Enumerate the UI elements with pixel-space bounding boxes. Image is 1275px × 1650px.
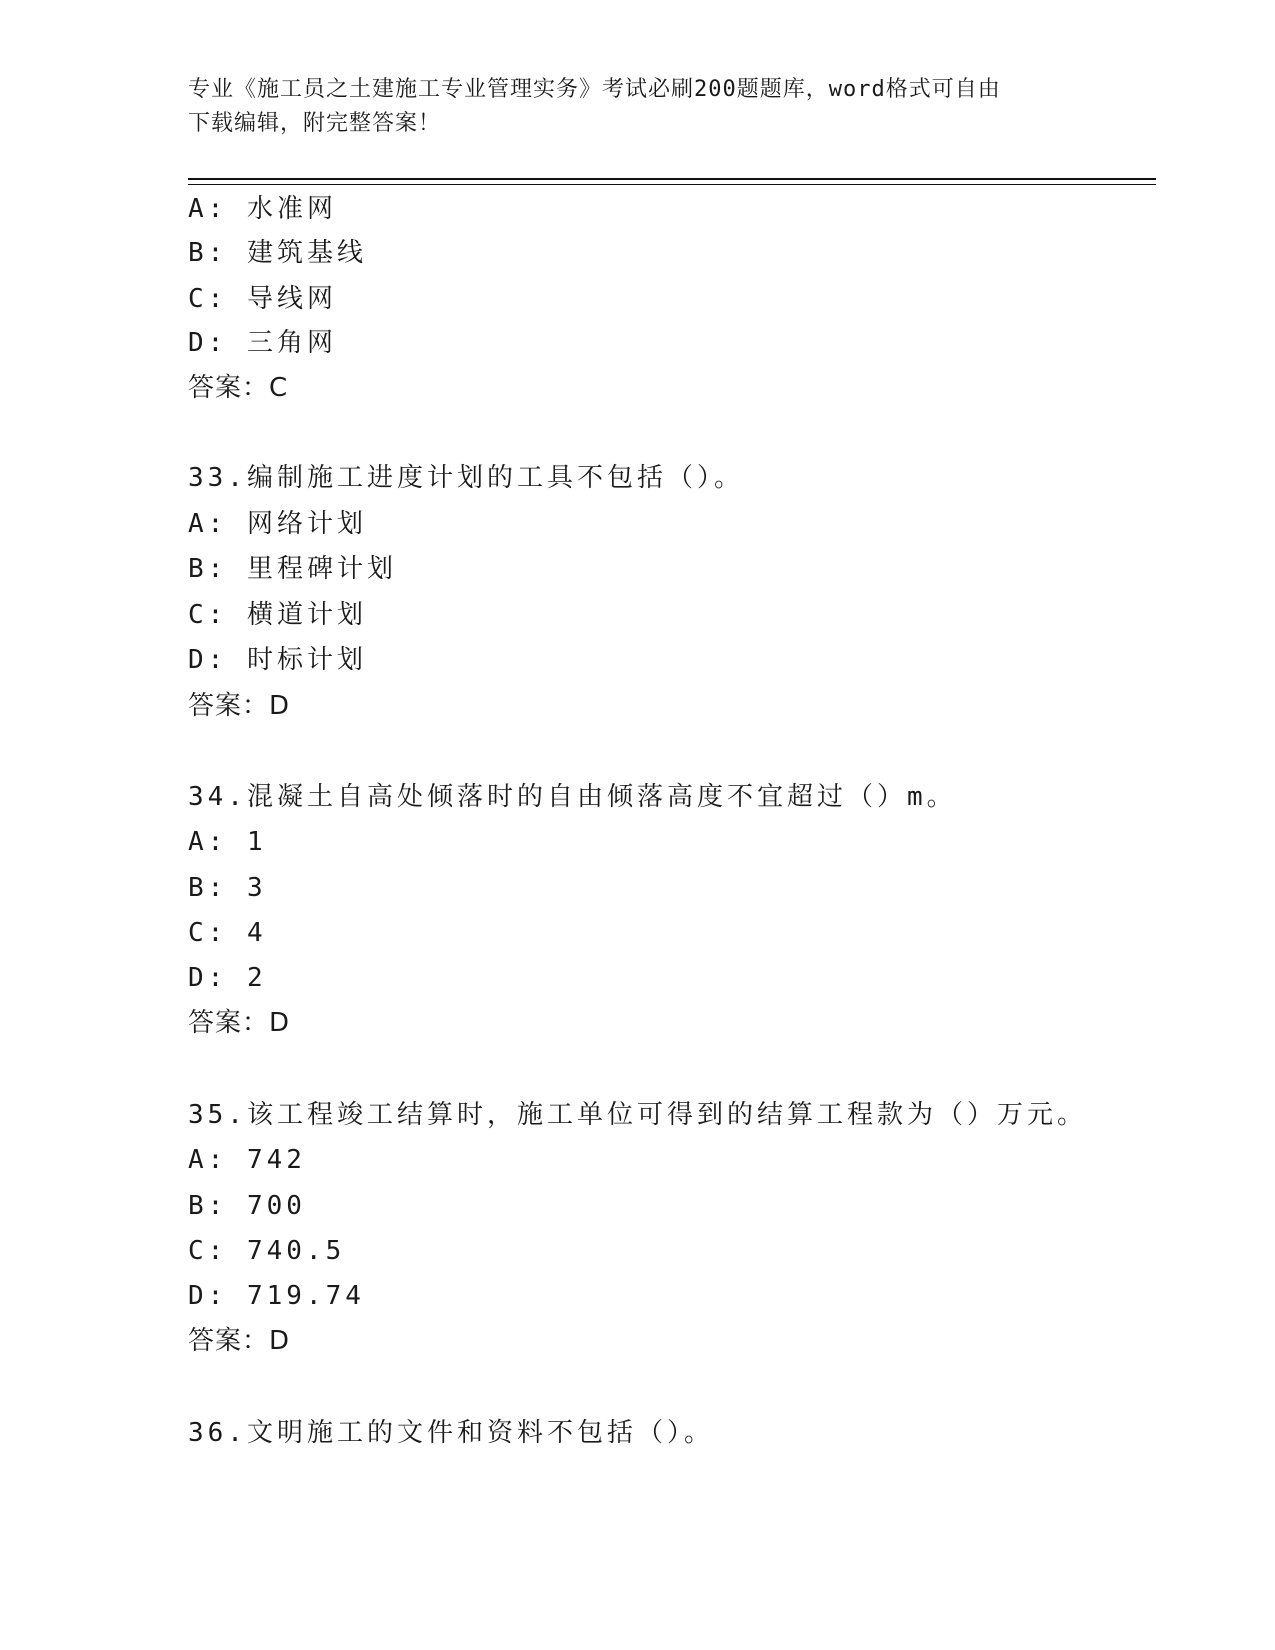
document-header — [188, 73, 1088, 141]
q33-question: 33.编制施工进度计划的工具不包括（）。 — [188, 463, 744, 493]
q32-answer: 答案：C — [188, 373, 289, 403]
q32-option-c: C: 导线网 — [188, 284, 337, 314]
q33-option-d: D: 时标计划 — [188, 645, 367, 675]
q32-option-d: D: 三角网 — [188, 328, 337, 358]
header-divider-thin — [188, 184, 1156, 185]
q32-option-a: A: 水准网 — [188, 194, 337, 224]
q35-option-c: C: 740.5 — [188, 1236, 346, 1266]
header-divider-thick — [188, 178, 1156, 180]
q34-question: 34.混凝土自高处倾落时的自由倾落高度不宜超过（）m。 — [188, 782, 957, 812]
q35-option-d: D: 719.74 — [188, 1281, 365, 1311]
q34-option-b: B: 3 — [188, 873, 267, 903]
q35-answer: 答案：D — [188, 1326, 291, 1356]
q32-option-b: B: 建筑基线 — [188, 238, 367, 268]
q34-option-a: A: 1 — [188, 827, 267, 857]
header-title-line-2: 下载编辑，附完整答案！ — [188, 111, 442, 136]
q35-option-a: A: 742 — [188, 1145, 306, 1175]
q35-option-b: B: 700 — [188, 1191, 306, 1221]
q33-option-b: B: 里程碑计划 — [188, 554, 397, 584]
q34-option-d: D: 2 — [188, 963, 267, 993]
q36-question: 36.文明施工的文件和资料不包括（）。 — [188, 1418, 714, 1448]
q33-answer: 答案：D — [188, 691, 291, 721]
header-title-line-1: 专业《施工员之土建施工专业管理实务》考试必刷200题题库，word格式可自由 — [188, 77, 1001, 102]
q35-question: 35.该工程竣工结算时，施工单位可得到的结算工程款为（）万元。 — [188, 1100, 1087, 1130]
q34-option-c: C: 4 — [188, 918, 267, 948]
q33-option-c: C: 横道计划 — [188, 600, 367, 630]
q34-answer: 答案：D — [188, 1008, 291, 1038]
q33-option-a: A: 网络计划 — [188, 509, 367, 539]
